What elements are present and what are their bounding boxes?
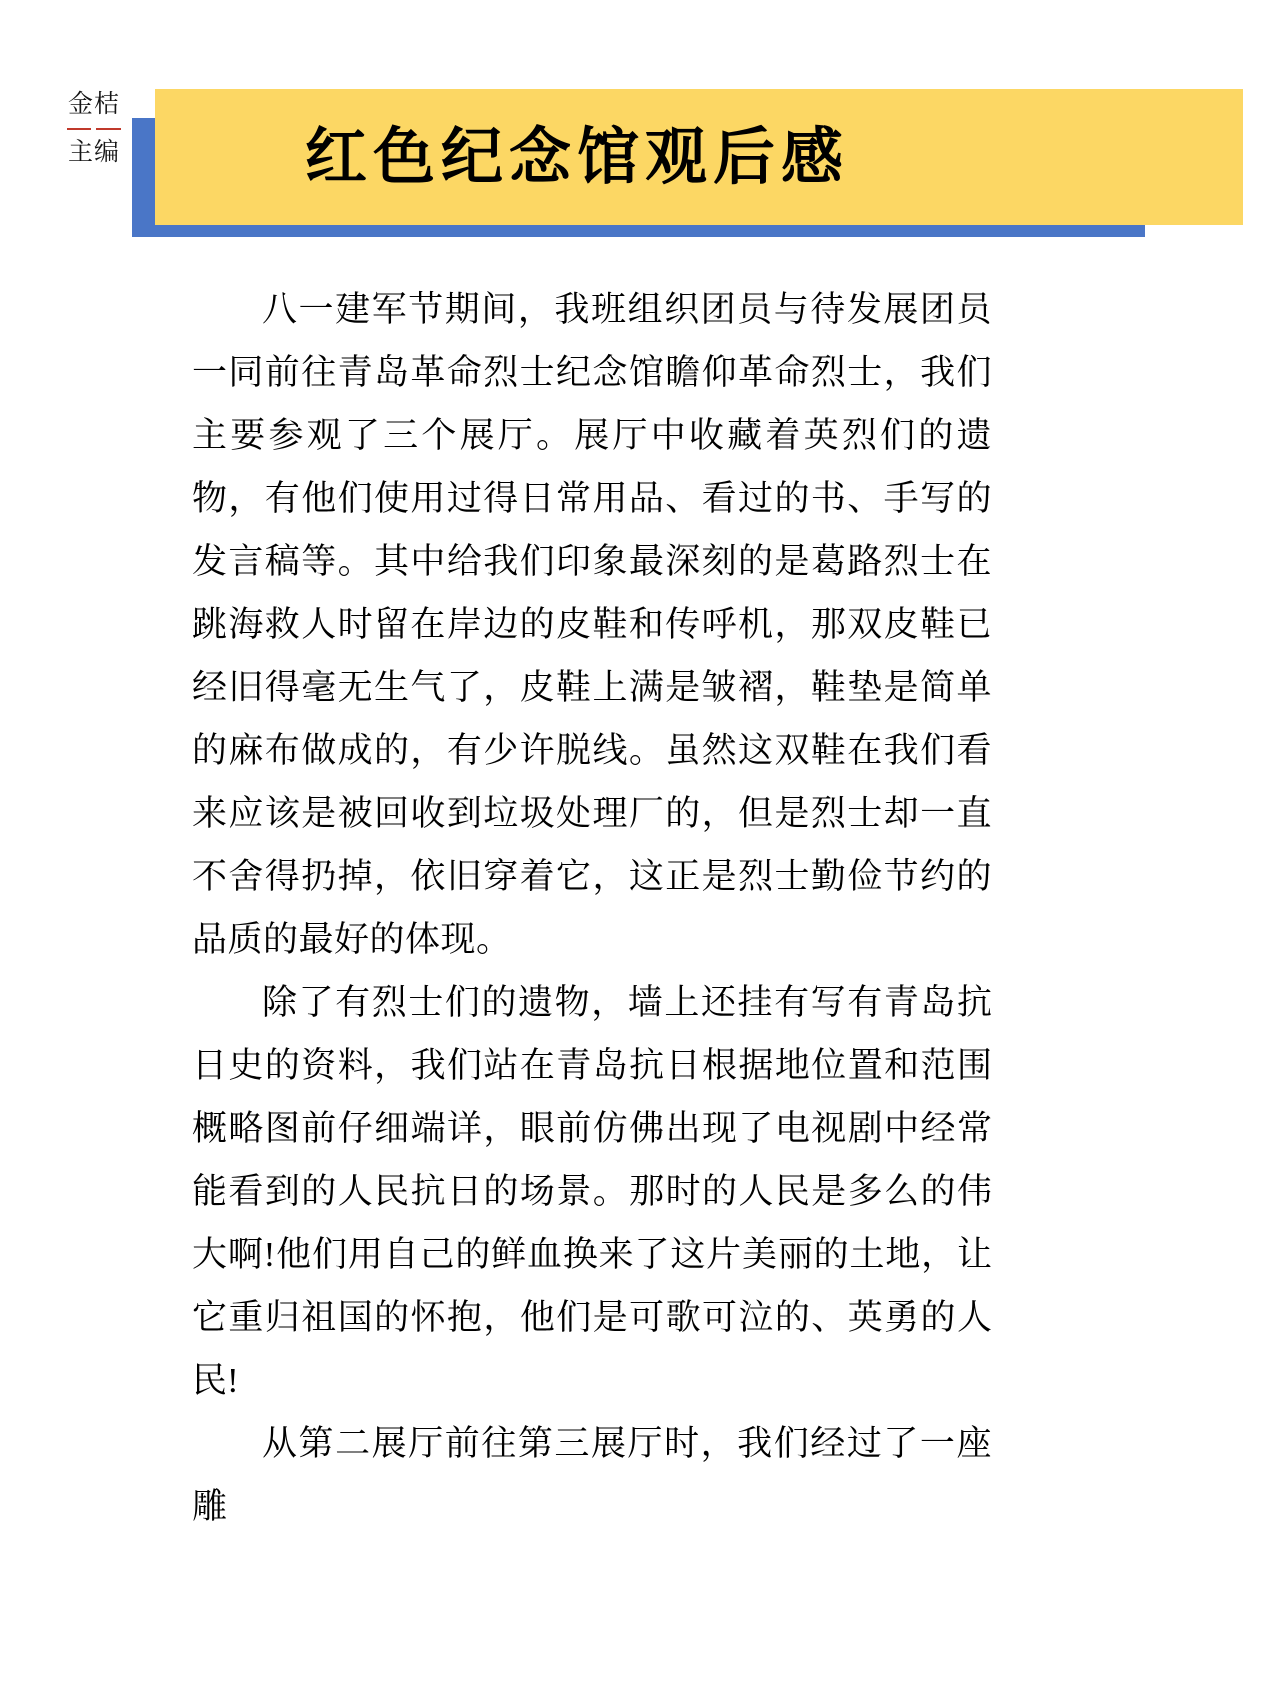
page-title: 红色纪念馆观后感 [305, 120, 850, 193]
byline-role: 主编 [67, 139, 120, 166]
byline [50, 92, 138, 165]
paragraph-2: 除了有烈士们的遗物，墙上还挂有写有青岛抗日史的资料，我们站在青岛抗日根据地位置和范围概略图前仔细端详，眼前仿佛出现了电视剧中经常能看到的人民抗日的场景。那时的人民是多么的伟大啊!他们用自己的鲜血换来了这片美丽的土地，让它重归祖国的怀抱，他们是可歌可泣的、英勇的人民! [192, 983, 992, 1400]
paragraph-1: 八一建军节期间，我班组织团员与待发展团员一同前往青岛革命烈士纪念馆瞻仰革命烈士，我们主要参观了三个展厅。展厅中收藏着英烈们的遗物，有他们使用过得日常用品、看过的书、手写的发言稿等。其中给我们印象最深刻的是葛路烈士在跳海救人时留在岸边的皮鞋和传呼机，那双皮鞋已经旧得毫无生气了，皮鞋上满是皱褶，鞋垫是简单的麻布做成的，有少许脱线。虽然这双鞋在我们看来应该是被回收到垃圾处理厂的，但是烈士却一直不舍得扔掉，依旧穿着它，这正是烈士勤俭节约的品质的最好的体现。 [192, 290, 992, 959]
byline-divider [67, 128, 121, 130]
paragraph-3: 从第二展厅前往第三展厅时，我们经过了一座雕 [192, 1424, 992, 1526]
body-text [192, 278, 992, 1538]
byline-name: 金桔 [67, 91, 120, 118]
header-banner [0, 0, 1280, 250]
